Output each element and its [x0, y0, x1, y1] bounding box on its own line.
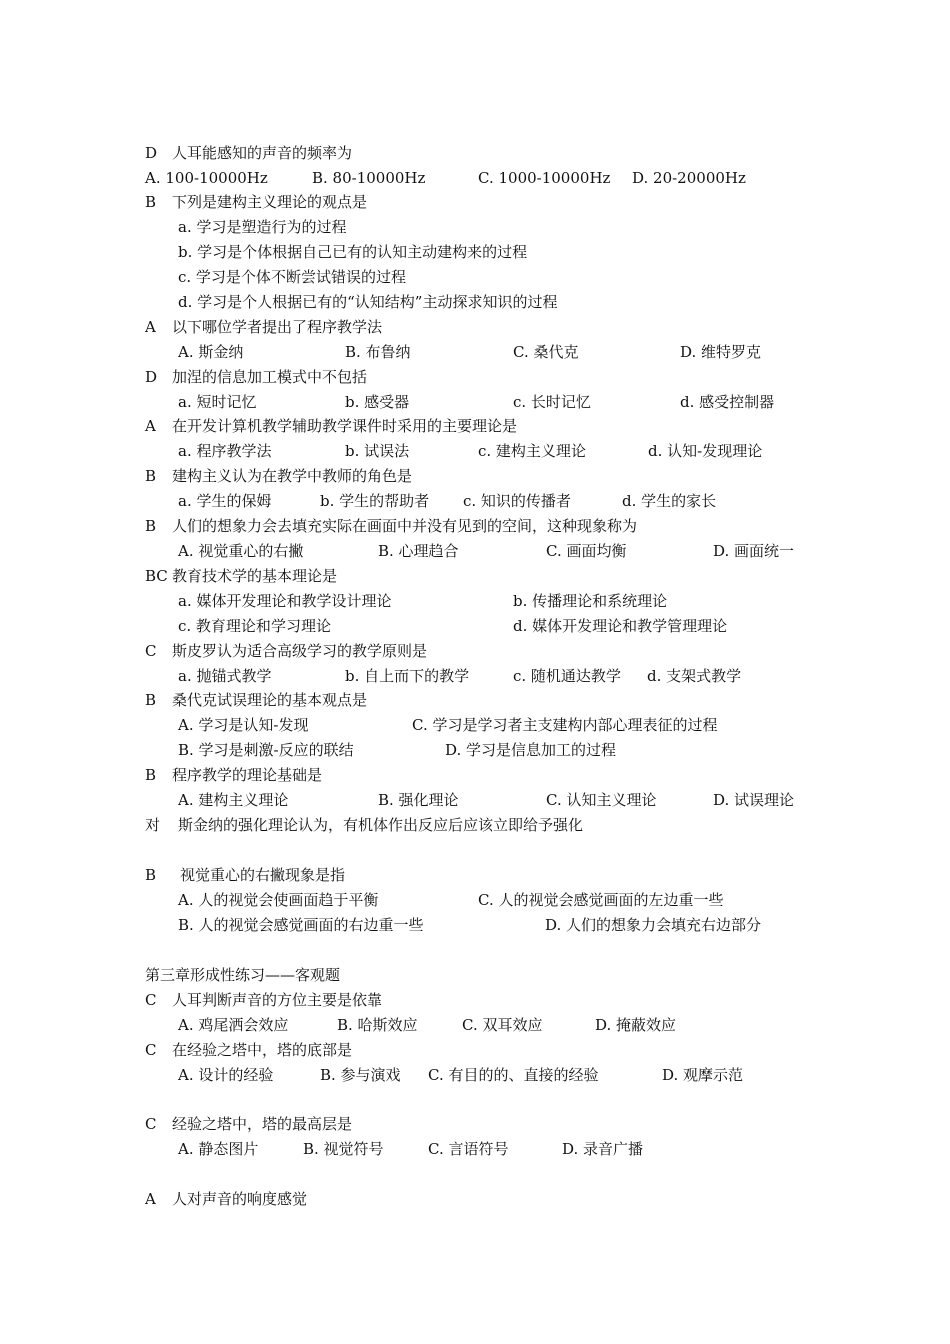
option: A. 斯金纳	[178, 343, 244, 361]
question-line	[145, 564, 950, 588]
answer-key: A	[145, 318, 156, 336]
question-text: 斯皮罗认为适合高级学习的教学原则是	[172, 642, 428, 660]
options-line	[145, 888, 950, 912]
option: B. 80-10000Hz	[312, 169, 426, 187]
question-text: 下列是建构主义理论的观点是	[172, 193, 368, 211]
option: A. 鸡尾洒会效应	[178, 1016, 289, 1034]
answer-key: B	[145, 517, 157, 535]
option: b. 学生的帮助者	[320, 492, 430, 510]
option: C. 1000-10000Hz	[478, 169, 611, 187]
options-line	[145, 340, 950, 364]
question-text: 建构主义认为在教学中教师的角色是	[172, 467, 413, 485]
question-text: 程序教学的理论基础是	[172, 766, 323, 784]
option: c. 随机通达教学	[513, 667, 621, 685]
option: C. 认知主义理论	[546, 791, 657, 809]
options-line	[145, 713, 950, 737]
question-line	[145, 1038, 950, 1062]
answer-key: D	[145, 144, 158, 162]
option: a. 学生的保姆	[178, 492, 272, 510]
options-line	[145, 489, 950, 513]
option: c. 建构主义理论	[478, 442, 586, 460]
question-line	[145, 464, 950, 488]
option: C. 人的视觉会感觉画面的左边重一些	[478, 891, 724, 909]
options-line	[145, 539, 950, 563]
answer-key: B	[145, 193, 157, 211]
option: d. 支架式教学	[647, 667, 742, 685]
answer-key: C	[145, 991, 157, 1009]
answer-key: C	[145, 1115, 157, 1133]
section-heading: 第三章形成性练习——客观题	[145, 966, 341, 984]
option: d. 认知-发现理论	[648, 442, 763, 460]
options-line	[145, 1063, 950, 1087]
question-text: 人们的想象力会去填充实际在画面中并没有见到的空间，这种现象称为	[172, 517, 638, 535]
question-text: 人耳能感知的声音的频率为	[172, 144, 353, 162]
question-text: 桑代克试误理论的基本观点是	[172, 691, 368, 709]
question-line	[145, 688, 950, 712]
question-line	[145, 365, 950, 389]
option: a. 抛锚式教学	[178, 667, 272, 685]
option: d. 媒体开发理论和教学管理理论	[513, 617, 728, 635]
option: D. 画面统一	[713, 542, 795, 560]
options-line	[145, 240, 950, 264]
question-line	[145, 1112, 950, 1136]
option: a. 程序教学法	[178, 442, 272, 460]
options-line	[145, 614, 950, 638]
question-text: 经验之塔中，塔的最高层是	[172, 1115, 353, 1133]
option: C. 桑代克	[513, 343, 579, 361]
question-text: 加涅的信息加工模式中不包括	[172, 368, 368, 386]
question-text: 人耳判断声音的方位主要是依靠	[172, 991, 383, 1009]
option: A. 建构主义理论	[178, 791, 289, 809]
options-line	[145, 290, 950, 314]
question-line	[145, 141, 950, 165]
option: C. 学习是学习者主支建构内部心理表征的过程	[412, 716, 718, 734]
question-text: 教育技术学的基本理论是	[172, 567, 338, 585]
options-line	[145, 1137, 950, 1161]
option: c. 学习是个体不断尝试错误的过程	[178, 268, 406, 286]
option: b. 感受器	[345, 393, 410, 411]
question-line	[145, 514, 950, 538]
question-line	[145, 414, 950, 438]
option: b. 学习是个体根据自己已有的认知主动建构来的过程	[178, 243, 528, 261]
question-text: 视觉重心的右撇现象是指	[180, 866, 346, 884]
option: B. 心理趋合	[378, 542, 459, 560]
question-text: 在开发计算机教学辅助教学课件时采用的主要理论是	[172, 417, 518, 435]
option: B. 哈斯效应	[337, 1016, 418, 1034]
option: D. 学习是信息加工的过程	[445, 741, 617, 759]
question-line	[145, 315, 950, 339]
question-text: 在经验之塔中，塔的底部是	[172, 1041, 353, 1059]
option: A. 100-10000Hz	[145, 169, 268, 187]
options-line	[145, 439, 950, 463]
option: A. 人的视觉会使画面趋于平衡	[178, 891, 379, 909]
answer-key: B	[145, 691, 157, 709]
answer-key: A	[145, 417, 156, 435]
answer-key: BC	[145, 567, 168, 585]
option: D. 试误理论	[713, 791, 795, 809]
question-line	[145, 813, 950, 837]
options-line	[145, 913, 950, 937]
option: a. 短时记忆	[178, 393, 257, 411]
options-line	[145, 265, 950, 289]
question-line	[145, 1187, 950, 1211]
question-text: 以下哪位学者提出了程序教学法	[172, 318, 383, 336]
option: B. 布鲁纳	[345, 343, 411, 361]
option: A. 设计的经验	[178, 1066, 274, 1084]
question-text: 人对声音的响度感觉	[172, 1190, 308, 1208]
option: a. 媒体开发理论和教学设计理论	[178, 592, 392, 610]
answer-key: C	[145, 642, 157, 660]
answer-key: A	[145, 1190, 156, 1208]
option: B. 参与演戏	[320, 1066, 401, 1084]
option: C. 双耳效应	[462, 1016, 543, 1034]
option: C. 有目的的、直接的经验	[428, 1066, 599, 1084]
option: D. 观摩示范	[662, 1066, 744, 1084]
options-line	[145, 589, 950, 613]
option: B. 视觉符号	[303, 1140, 384, 1158]
question-line	[145, 639, 950, 663]
option: B. 强化理论	[378, 791, 459, 809]
question-text: 斯金纳的强化理论认为，有机体作出反应后应该立即给予强化	[178, 816, 584, 834]
option: D. 掩蔽效应	[595, 1016, 677, 1034]
question-line	[145, 988, 950, 1012]
option: C. 画面均衡	[546, 542, 627, 560]
option: c. 教育理论和学习理论	[178, 617, 331, 635]
option: d. 学习是个人根据已有的“认知结构”主动探求知识的过程	[178, 293, 558, 311]
options-line	[145, 738, 950, 762]
option: c. 长时记忆	[513, 393, 591, 411]
answer-key: B	[145, 766, 157, 784]
answer-key: B	[145, 467, 157, 485]
options-line	[145, 215, 950, 239]
options-line	[145, 1013, 950, 1037]
option: d. 学生的家长	[622, 492, 717, 510]
option: B. 学习是刺激-反应的联结	[178, 741, 354, 759]
answer-key: C	[145, 1041, 157, 1059]
question-line	[145, 190, 950, 214]
options-line	[145, 664, 950, 688]
option: b. 传播理论和系统理论	[513, 592, 668, 610]
answer-key: B	[145, 866, 157, 884]
option: c. 知识的传播者	[463, 492, 571, 510]
question-line	[145, 863, 950, 887]
option: D. 维特罗克	[680, 343, 762, 361]
option: B. 人的视觉会感觉画面的右边重一些	[178, 916, 424, 934]
answer-key: 对	[145, 816, 161, 834]
options-line	[145, 166, 950, 190]
option: C. 言语符号	[428, 1140, 509, 1158]
option: b. 自上而下的教学	[345, 667, 470, 685]
option: A. 静态图片	[178, 1140, 259, 1158]
option: d. 感受控制器	[680, 393, 775, 411]
option: a. 学习是塑造行为的过程	[178, 218, 347, 236]
question-line	[145, 763, 950, 787]
option: D. 20-20000Hz	[632, 169, 746, 187]
option: b. 试误法	[345, 442, 410, 460]
option: D. 人们的想象力会填充右边部分	[545, 916, 762, 934]
option: A. 视觉重心的右撇	[178, 542, 304, 560]
options-line	[145, 788, 950, 812]
answer-key: D	[145, 368, 158, 386]
option: D. 录音广播	[562, 1140, 644, 1158]
options-line	[145, 390, 950, 414]
option: A. 学习是认知-发现	[178, 716, 309, 734]
